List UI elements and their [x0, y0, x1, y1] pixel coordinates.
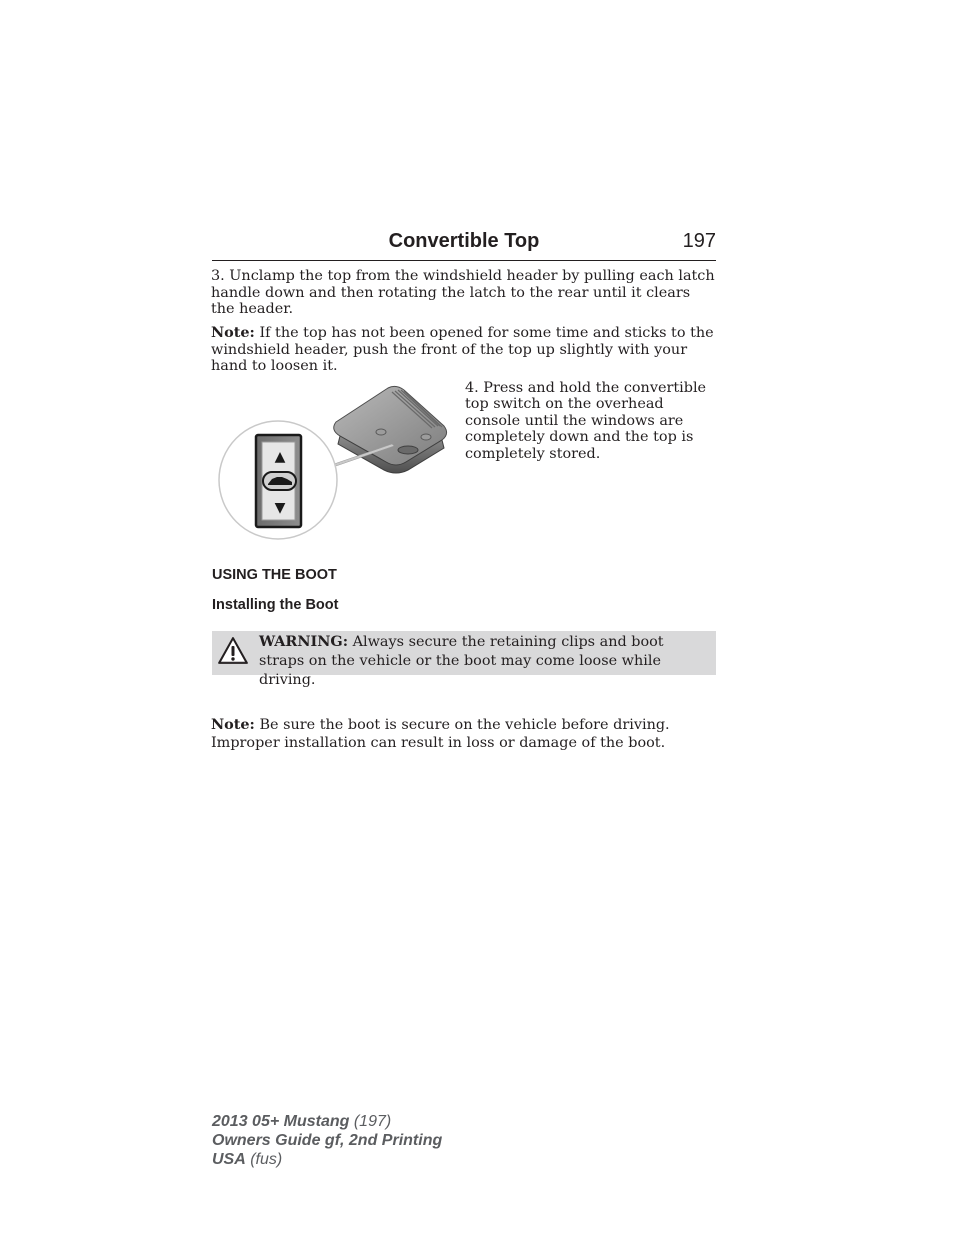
warning-text — [259, 632, 713, 690]
page-number: 197 — [682, 230, 716, 252]
footer-model: 2013 05+ Mustang — [212, 1113, 350, 1130]
note-paragraph-2 — [211, 716, 716, 752]
warning-body: Always secure the retaining clips and boot straps on the vehicle or the boot may come loose while driving. — [259, 634, 664, 688]
section-heading: USING THE BOOT — [212, 567, 337, 583]
note-paragraph-1 — [211, 325, 716, 375]
footer-market: USA — [212, 1151, 246, 1168]
page-header — [212, 228, 716, 261]
warning-label: WARNING: — [259, 633, 349, 650]
switch-down-arrow-icon: ▼ — [274, 500, 286, 516]
step-3-paragraph: 3. Unclamp the top from the windshield header by pulling each latch handle down and then rotating the latch to the rear until it clears the header. — [211, 268, 715, 317]
convertible-top-switch — [256, 435, 301, 527]
note-text-2: Be sure the boot is secure on the vehicle before driving. Improper installation can result in loss or damage of the boot. — [211, 717, 670, 751]
page-footer — [212, 1112, 442, 1169]
note-label-2: Note: — [211, 716, 255, 733]
warning-triangle-icon — [217, 635, 249, 667]
step-4-paragraph: 4. Press and hold the convertible top switch on the overhead console until the windows are completely down and the top is completely stored. — [465, 380, 707, 462]
note-text: If the top has not been opened for some time and sticks to the windshield header, push the front of the top up slightly with your hand to loosen it. — [211, 325, 714, 374]
subheading: Installing the Boot — [212, 597, 339, 613]
footer-page-ref: (197) — [349, 1113, 392, 1130]
switch-up-arrow-icon: ▲ — [274, 449, 286, 465]
page-title: Convertible Top — [388, 230, 540, 252]
overhead-console-illustration — [216, 382, 456, 546]
footer-guide: Owners Guide gf, 2nd Printing — [212, 1132, 443, 1149]
warning-box — [212, 631, 716, 688]
footer-market-code: (fus) — [245, 1151, 283, 1168]
note-label: Note: — [211, 324, 255, 341]
